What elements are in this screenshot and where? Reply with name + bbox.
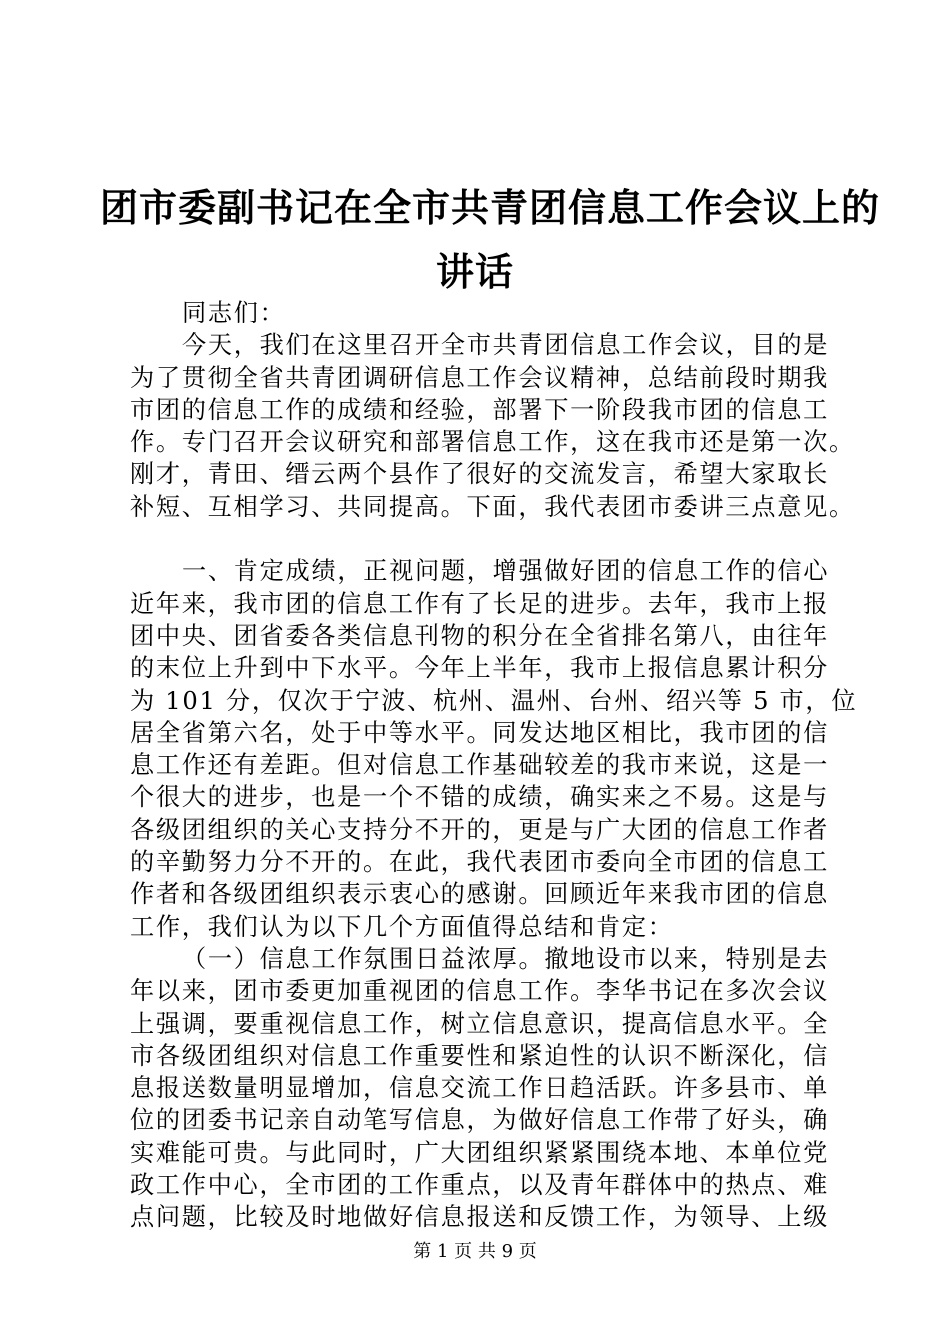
paragraph-line: 市各级团组织对信息工作重要性和紧迫性的认识不断深化，信 <box>130 1041 829 1070</box>
paragraph-line: 年以来，团市委更加重视团的信息工作。李华书记在多次会议 <box>130 977 829 1006</box>
paragraph-line: 补短、互相学习、共同提高。下面，我代表团市委讲三点意见。 <box>130 492 855 521</box>
document-body <box>130 297 858 1234</box>
paragraph-line: 刚才，青田、缙云两个县作了很好的交流发言，希望大家取长 <box>130 460 829 489</box>
paragraph-line: 个很大的进步，也是一个不错的成绩，确实来之不易。这是与 <box>130 783 829 812</box>
paragraph-line: 作。专门召开会议研究和部署信息工作，这在我市还是第一次。 <box>130 428 855 457</box>
paragraph-line: 上强调，要重视信息工作，树立信息意识，提高信息水平。全 <box>130 1009 829 1038</box>
section-heading: 一、肯定成绩，正视问题，增强做好团的信息工作的信心 <box>182 557 830 586</box>
paragraph-line: 的末位上升到中下水平。今年上半年，我市上报信息累计积分 <box>130 654 829 683</box>
paragraph-line: 实难能可贵。与此同时，广大团组织紧紧围绕本地、本单位党 <box>130 1138 829 1167</box>
paragraph-line: 各级团组织的关心支持分不开的，更是与广大团的信息工作者 <box>130 815 829 844</box>
paragraph-line: 作者和各级团组织表示衷心的感谢。回顾近年来我市团的信息 <box>130 880 829 909</box>
paragraph-line: 位的团委书记亲自动笔写信息，为做好信息工作带了好头，确 <box>130 1106 829 1135</box>
paragraph-line: 今天，我们在这里召开全市共青团信息工作会议，目的是 <box>182 331 830 360</box>
paragraph-line: 团中央、团省委各类信息刊物的积分在全省排名第八，由往年 <box>130 621 829 650</box>
salutation: 同志们： <box>182 299 286 327</box>
paragraph-line: 息报送数量明显增加，信息交流工作日趋活跃。许多县市、单 <box>130 1074 829 1103</box>
paragraph-line: 点问题，比较及时地做好信息报送和反馈工作，为领导、上级 <box>130 1203 829 1232</box>
paragraph-line: 居全省第六名，处于中等水平。同发达地区相比，我市团的信 <box>130 718 829 747</box>
subsection-heading: （一）信息工作氛围日益浓厚。撤地设市以来，特别是去 <box>182 944 830 973</box>
paragraph-line: 为 101 分，仅次于宁波、杭州、温州、台州、绍兴等 5 市，位 <box>130 686 858 715</box>
document-title-line2: 讲话 <box>435 250 514 294</box>
paragraph-line: 工作，我们认为以下几个方面值得总结和肯定： <box>130 912 674 941</box>
paragraph-line: 政工作中心，全市团的工作重点，以及青年群体中的热点、难 <box>130 1171 829 1200</box>
paragraph-line: 近年来，我市团的信息工作有了长足的进步。去年，我市上报 <box>130 589 829 618</box>
blank-line <box>130 523 835 555</box>
paragraph-line: 的辛勤努力分不开的。在此，我代表团市委向全市团的信息工 <box>130 848 829 877</box>
paragraph-line: 市团的信息工作的成绩和经验，部署下一阶段我市团的信息工 <box>130 395 829 424</box>
document-title-line1: 团市委副书记在全市共青团信息工作会议上的 <box>100 186 881 230</box>
paragraph-line: 为了贯彻全省共青团调研信息工作会议精神，总结前段时期我 <box>130 363 829 392</box>
page-number-footer: 第 1 页 共 9 页 <box>413 1241 537 1262</box>
paragraph-line: 息工作还有差距。但对信息工作基础较差的我市来说，这是一 <box>130 751 829 780</box>
